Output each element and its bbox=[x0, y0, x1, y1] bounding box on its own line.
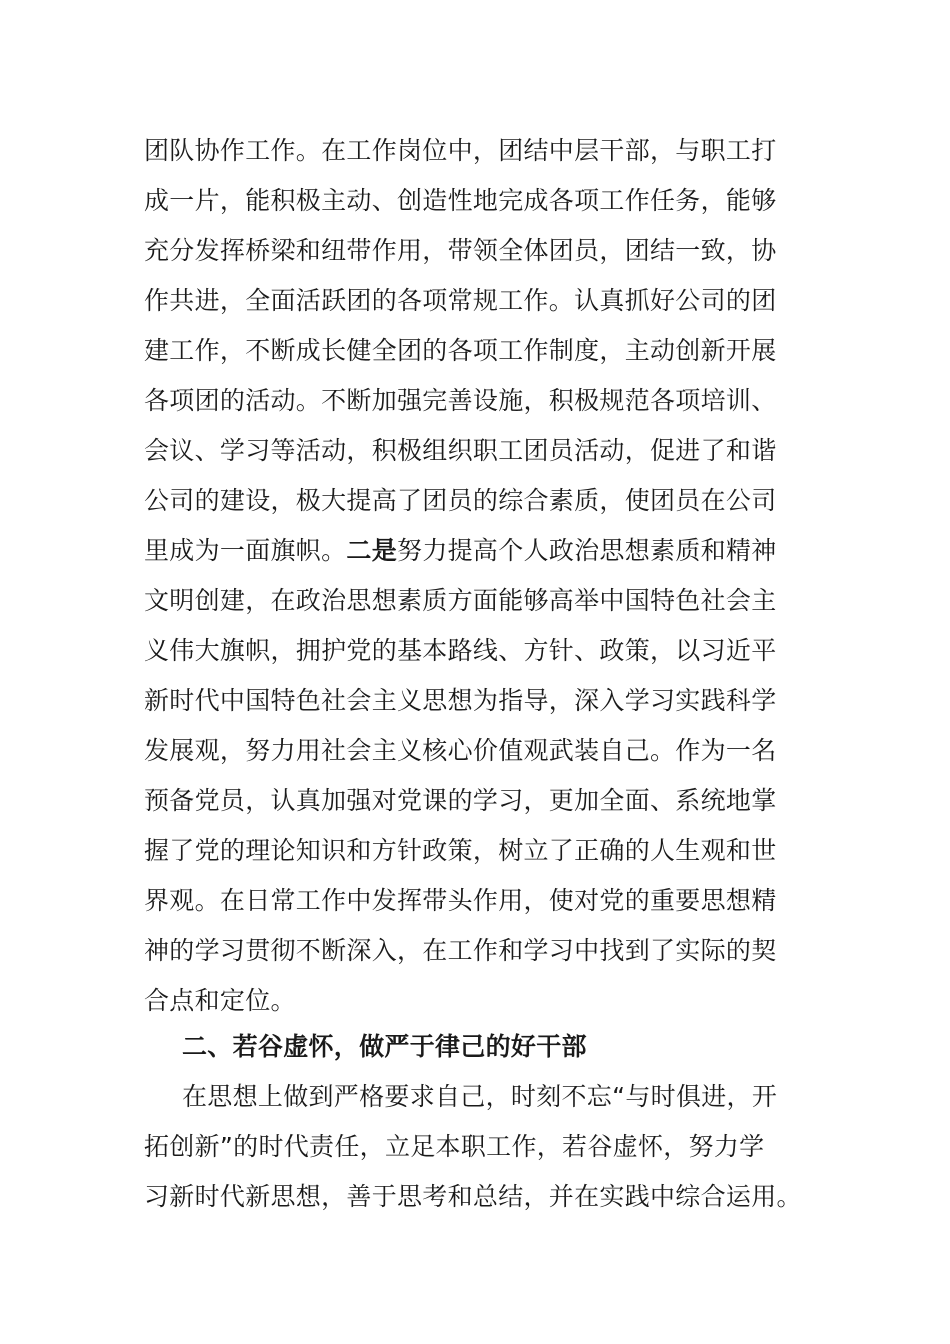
paragraph-line: 在思想上做到严格要求自己，时刻不忘“与时俱进，开 bbox=[182, 1082, 778, 1111]
bold-marker: 二是 bbox=[346, 536, 398, 565]
paragraph-line: 各项团的活动。不断加强完善设施，积极规范各项培训、 bbox=[144, 386, 777, 415]
paragraph-line: 握了党的理论知识和方针政策，树立了正确的人生观和世 bbox=[144, 836, 777, 865]
paragraph-line: 习新时代新思想，善于思考和总结，并在实践中综合运用。 bbox=[144, 1182, 802, 1211]
paragraph-line: 成一片，能积极主动、创造性地完成各项工作任务，能够 bbox=[144, 186, 777, 215]
paragraph-line: 新时代中国特色社会主义思想为指导，深入学习实践科学 bbox=[144, 686, 777, 715]
section-heading bbox=[144, 1022, 804, 1072]
paragraph-1 bbox=[144, 126, 804, 1026]
line-text: 里成为一面旗帜。 bbox=[144, 536, 347, 565]
paragraph-line-mixed bbox=[144, 526, 804, 576]
line-text: 努力提高个人政治思想素质和精神 bbox=[397, 536, 777, 565]
paragraph-line: 建工作，不断成长健全团的各项工作制度，主动创新开展 bbox=[144, 336, 777, 365]
paragraph-2 bbox=[144, 1072, 804, 1222]
paragraph-line: 发展观，努力用社会主义核心价值观武装自己。作为一名 bbox=[144, 736, 777, 765]
paragraph-line: 会议、学习等活动，积极组织职工团员活动，促进了和谐 bbox=[144, 436, 777, 465]
paragraph-line: 神的学习贯彻不断深入，在工作和学习中找到了实际的契 bbox=[144, 936, 777, 965]
paragraph-line: 拓创新”的时代责任，立足本职工作，若谷虚怀，努力学 bbox=[144, 1132, 765, 1161]
paragraph-line: 作共进，全面活跃团的各项常规工作。认真抓好公司的团 bbox=[144, 286, 777, 315]
section-heading-text: 二、若谷虚怀，做严于律己的好干部 bbox=[182, 1032, 587, 1061]
paragraph-line: 合点和定位。 bbox=[144, 986, 296, 1015]
paragraph-line: 文明创建，在政治思想素质方面能够高举中国特色社会主 bbox=[144, 586, 777, 615]
paragraph-line: 界观。在日常工作中发挥带头作用，使对党的重要思想精 bbox=[144, 886, 777, 915]
paragraph-line: 团队协作工作。在工作岗位中，团结中层干部，与职工打 bbox=[144, 136, 777, 165]
paragraph-line: 充分发挥桥梁和纽带作用，带领全体团员，团结一致，协 bbox=[144, 236, 777, 265]
paragraph-line: 预备党员，认真加强对党课的学习，更加全面、系统地掌 bbox=[144, 786, 777, 815]
paragraph-line: 公司的建设，极大提高了团员的综合素质，使团员在公司 bbox=[144, 486, 777, 515]
paragraph-line: 义伟大旗帜，拥护党的基本路线、方针、政策，以习近平 bbox=[144, 636, 777, 665]
